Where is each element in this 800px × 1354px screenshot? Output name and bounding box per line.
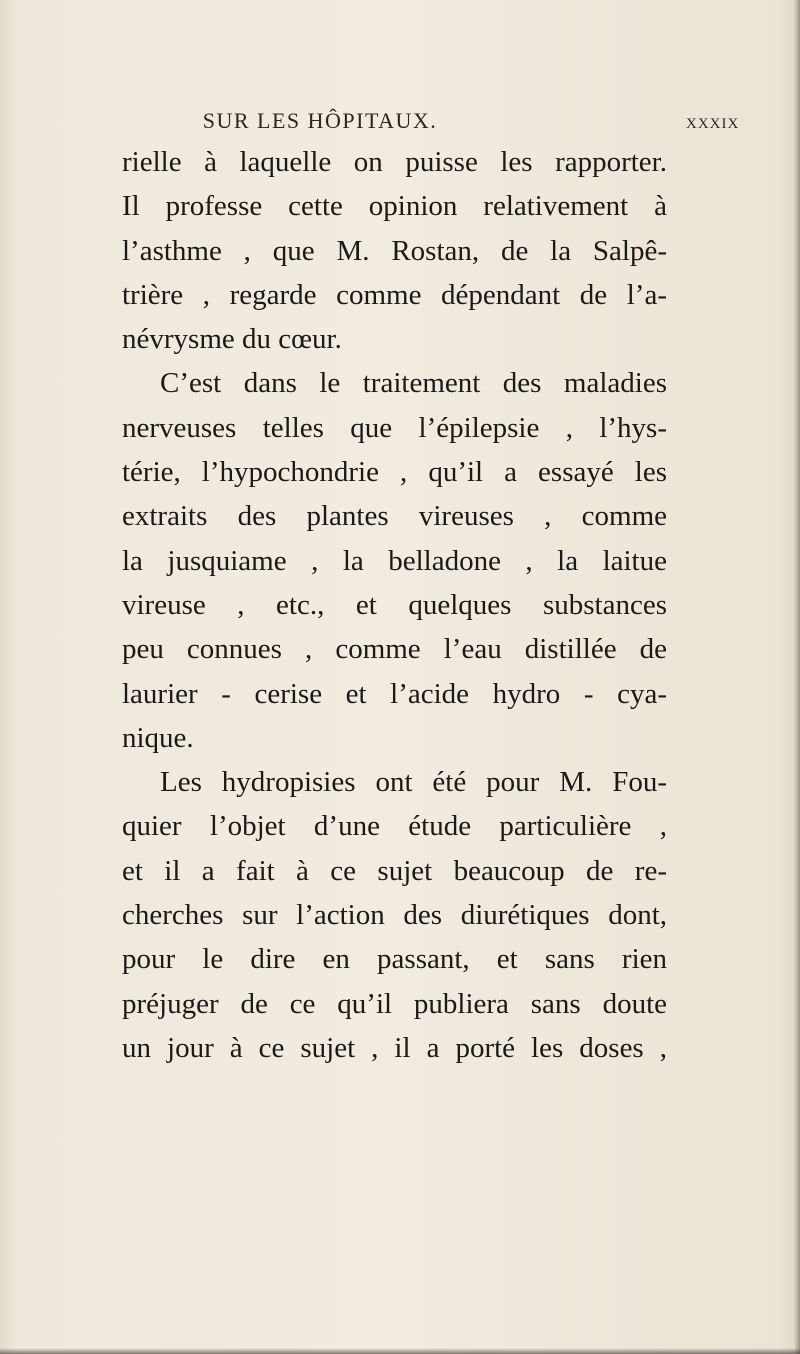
text-line: préjuger de ce qu’il publiera sans doute xyxy=(122,987,667,1020)
page-header xyxy=(0,108,800,144)
text-line: cherches sur l’action des diurétiques dont, xyxy=(122,899,667,932)
text-line: peu connues , comme l’eau distillée de xyxy=(122,633,667,666)
text-line: rielle à laquelle on puisse les rapporter. xyxy=(122,146,667,178)
text-line: un jour à ce sujet , il a porté les doses , xyxy=(122,1031,667,1064)
text-line: nerveuses telles que l’épilepsie , l’hys- xyxy=(122,411,667,444)
page-number: xxxix xyxy=(686,108,740,133)
paragraph-start-line: C’est dans le traitement des maladies xyxy=(160,367,667,400)
body-text xyxy=(122,140,667,1070)
text-line: vireuse , etc., et quelques substances xyxy=(122,588,667,621)
page-edge-shadow-right xyxy=(794,0,800,1354)
text-line: quier l’objet d’une étude particulière , xyxy=(122,810,667,843)
text-line: extraits des plantes vireuses , comme xyxy=(122,500,667,533)
text-line: et il a fait à ce sujet beaucoup de re- xyxy=(122,854,667,887)
text-line: nique. xyxy=(122,721,194,754)
page-edge-shadow-bottom xyxy=(0,1348,800,1354)
text-line: térie, l’hypochondrie , qu’il a essayé les xyxy=(122,456,667,489)
text-line: Il professe cette opinion relativement à xyxy=(122,190,667,223)
text-line: laurier - cerise et l’acide hydro - cya- xyxy=(122,677,667,710)
text-line: pour le dire en passant, et sans rien xyxy=(122,943,667,976)
paragraph-start-line: Les hydropisies ont été pour M. Fou- xyxy=(160,766,667,799)
text-line: trière , regarde comme dépendant de l’a- xyxy=(122,278,667,311)
text-line: névrysme du cœur. xyxy=(122,323,342,356)
text-line: la jusquiame , la belladone , la laitue xyxy=(122,544,667,577)
text-line: l’asthme , que M. Rostan, de la Salpê- xyxy=(122,234,667,267)
running-title: SUR LES HÔPITAUX. xyxy=(202,108,438,133)
